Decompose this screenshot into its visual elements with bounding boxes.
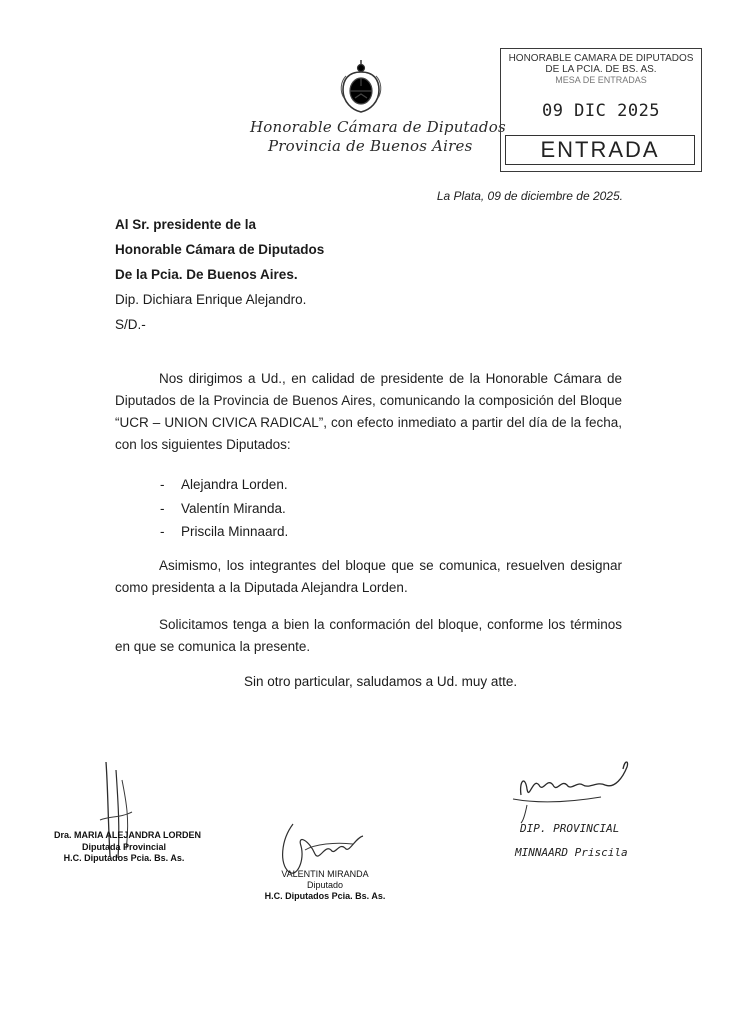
list-item: - Valentín Miranda. [160,497,288,521]
letterhead-line1: Honorable Cámara de Diputados [250,118,506,136]
stamp-line2: DE LA PCIA. DE BS. AS. [545,64,657,75]
addressee-line3: De la Pcia. De Buenos Aires. [115,267,298,282]
closing-line: Sin otro particular, saludamos a Ud. muy atte. [244,674,518,689]
signature-lorden-role: Diputada Provincial [81,842,167,852]
members-list [160,473,288,544]
seal-icon [338,58,384,114]
addressee-line2: Honorable Cámara de Diputados [115,242,325,257]
body-paragraph-2: Asimismo, los integrantes del bloque que se comunica, resuelven designar como presidenta a la Diputada Alejandra Lorden. [115,558,622,595]
addressee-line4: Dip. Dichiara Enrique Alejandro. [115,292,307,307]
addressee-line1: Al Sr. presidente de la [115,217,257,232]
entry-stamp [500,48,702,172]
body-paragraph-1: Nos dirigimos a Ud., en calidad de presidente de la Honorable Cámara de Diputados de la Provincia de Buenos Aires, comunicando la composición del Bloque “UCR – UNION CIVICA RADICAL”, con efecto inmediato a partir del día de la fecha, con los siguientes Diputados: [115,371,622,452]
stamp-label: ENTRADA [505,135,695,165]
stamp-line3: MESA DE ENTRADAS [555,75,647,84]
signature-minnaard-line1: DIP. PROVINCIAL [520,822,620,835]
list-item: - Alejandra Lorden. [160,473,288,497]
list-item: - Priscila Minnaard. [160,520,288,544]
body-paragraph-3: Solicitamos tenga a bien la conformación del bloque, conforme los términos en que se comunica la presente. [115,617,622,654]
signature-miranda-name: VALENTIN MIRANDA [281,869,369,879]
signature-miranda-org: H.C. Diputados Pcia. Bs. As. [264,891,386,901]
stamp-date: 09 DIC 2025 [541,101,661,121]
signature-miranda-role: Diputado [306,880,344,890]
signature-minnaard-drawing [505,755,645,825]
date-line: La Plata, 09 de diciembre de 2025. [436,189,623,203]
stamp-line1: HONORABLE CAMARA DE DIPUTADOS [508,53,694,64]
addressee-line5: S/D.- [115,317,146,332]
letterhead-line2: Provincia de Buenos Aires [268,137,473,155]
signature-lorden-org: H.C. Diputados Pcia. Bs. As. [63,853,185,863]
signature-lorden-name: Dra. MARIA ALEJANDRA LORDEN [54,830,202,840]
signature-minnaard-line2: MINNAARD Priscila [515,846,628,859]
